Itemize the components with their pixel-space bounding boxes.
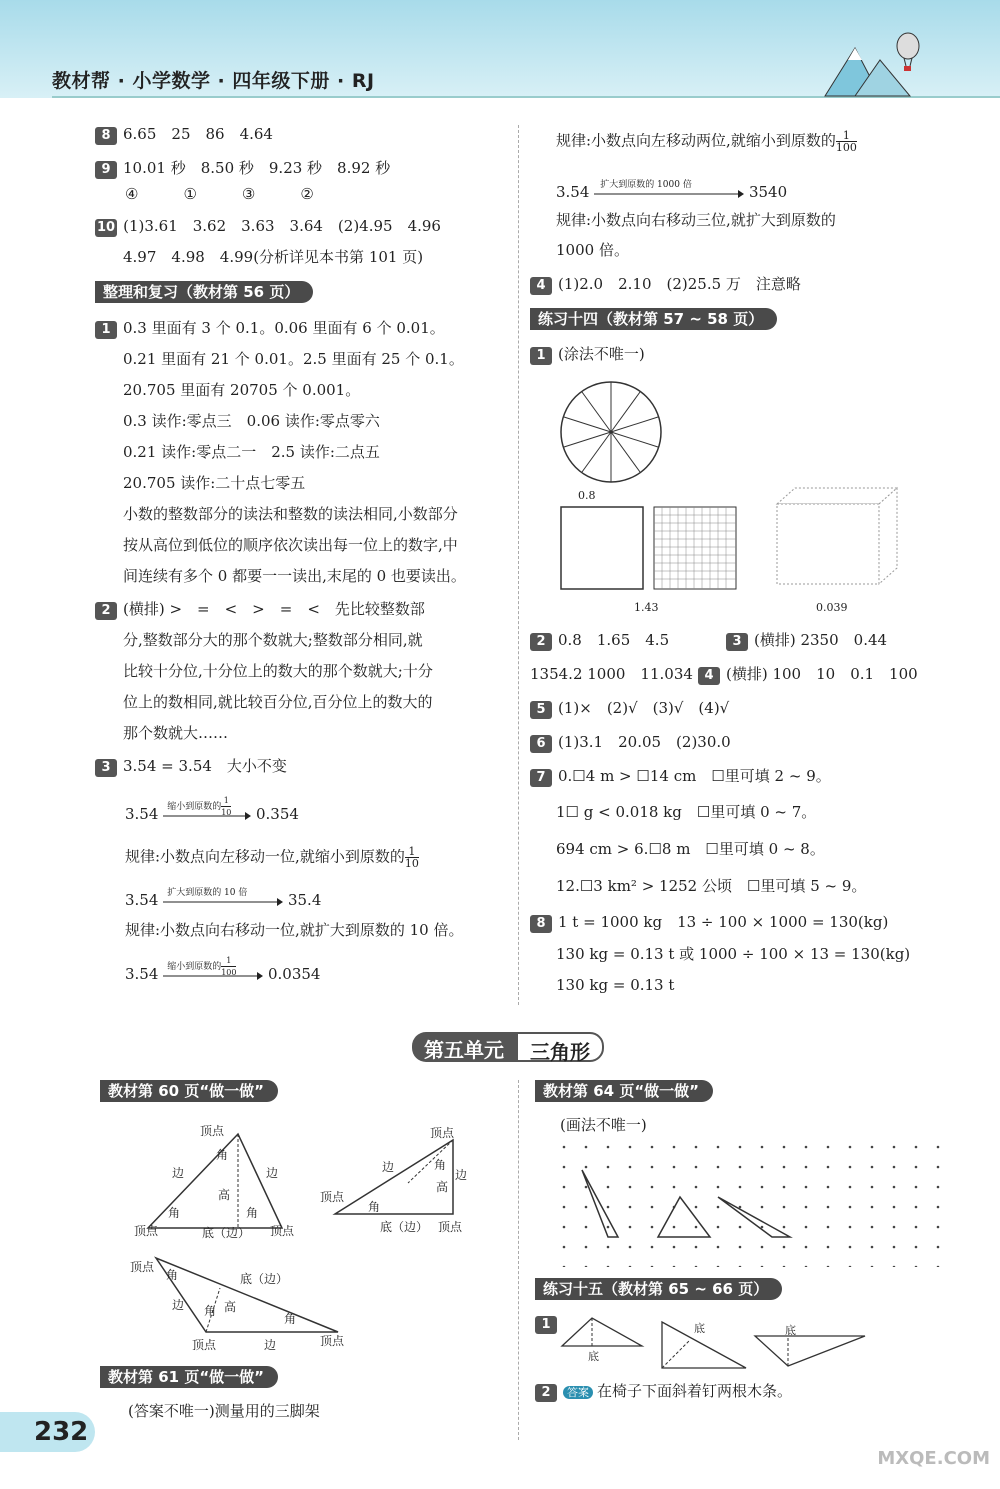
e3-answer: 3 (横排) 2350 0.44 — [726, 630, 887, 651]
s1q1-line1: 0.21 里面有 21 个 0.01。2.5 里面有 25 个 0.1。 — [123, 350, 464, 368]
s1q1-line3: 0.3 读作:零点三 0.06 读作:零点零六 — [123, 412, 380, 430]
e8-line2: 130 kg = 0.13 t 或 1000 ÷ 100 × 13 = 130(kg) — [556, 945, 911, 963]
s1q1-line0: 1 0.3 里面有 3 个 0.1。0.06 里面有 6 个 0.01。 — [95, 318, 445, 339]
section-exercise14: 练习十四（教材第 57 ~ 58 页） — [530, 308, 777, 330]
answer-p61: (答案不唯一)测量用的三脚架 — [128, 1402, 320, 1420]
s1q1-line8: 间连续有多个 0 都要一一读出,末尾的 0 也要读出。 — [123, 567, 466, 585]
e3-line2: 1354.2 1000 11.034 — [530, 665, 693, 683]
book-title: 教材帮 · 小学数学 · 四年级下册 · RJ — [52, 70, 375, 92]
watermark: MXQE.COM — [877, 1448, 990, 1469]
s1q2-line1: 分,整数部分大的那个数就大;整数部分相同,就 — [123, 631, 423, 649]
s1q1-line2: 20.705 里面有 20705 个 0.001。 — [123, 381, 361, 399]
page-number: 232 — [0, 1412, 95, 1452]
s1q1-line6: 小数的整数部分的读法和整数的读法相同,小数部分 — [123, 505, 458, 523]
pie-diagram-0.8 — [558, 379, 664, 485]
s1q2-line0: 2 (横排) > = < > = < 先比较整数部 — [95, 599, 425, 620]
s1q1-line7: 按从高位到低位的顺序依次读出每一位上的数字,中 — [123, 536, 458, 554]
s1q1-line4: 0.21 读作:零点二一 2.5 读作:二点五 — [123, 443, 380, 461]
e4-answer: 4 (横排) 100 10 0.1 100 — [698, 664, 918, 685]
e1-answer: 1 (涂法不唯一) — [530, 344, 645, 365]
s1q1-line5: 20.705 读作:二十点七零五 — [123, 474, 306, 492]
column-divider — [518, 125, 519, 1005]
unit-number: 第五单元 — [412, 1032, 516, 1062]
mountain-balloon-icon — [820, 30, 930, 100]
section-p61: 教材第 61 页“做一做” — [100, 1366, 278, 1388]
q9-answer: 9 10.01 秒 8.50 秒 9.23 秒 8.92 秒 — [95, 158, 390, 179]
rule-4-l1: 规律:小数点向右移动三位,就扩大到原数的 — [556, 211, 836, 229]
q4-answer: 4 (1)2.0 2.10 (2)25.5 万 注意略 — [530, 274, 801, 295]
exercise15-triangles — [560, 1312, 880, 1372]
rule-1: 规律:小数点向左移动一位,就缩小到原数的 $\frac{1}{10}$ — [125, 845, 419, 870]
e7-line1: 7 0.☐4 m > ☐14 cm ☐里可填 2 ~ 9。 — [530, 766, 831, 787]
q10-answer: 10 (1)3.61 3.62 3.63 3.64 (2)4.95 4.96 — [97, 217, 441, 235]
triangle-parts-diagram — [120, 1118, 500, 1358]
arrow-shrink-100: 3.54 缩小到原数的 $\frac{1}{100}$ 0.0354 — [125, 956, 321, 983]
dot-grid-triangles — [558, 1142, 953, 1267]
e6-answer: 6 (1)3.1 20.05 (2)30.0 — [530, 732, 731, 753]
s1q3-line1: 3 3.54 = 3.54 大小不变 — [95, 756, 287, 777]
e8-line3: 130 kg = 0.13 t — [556, 976, 675, 994]
section-exercise15: 练习十五（教材第 65 ~ 66 页） — [535, 1278, 782, 1300]
rule-3: 规律:小数点向左移动两位,就缩小到原数的 $\frac{1}{100}$ — [556, 129, 857, 154]
x2-answer: 2 答案 在椅子下面斜着钉两根木条。 — [535, 1380, 792, 1402]
grid-diagram-1.43 — [560, 506, 740, 592]
rule-2: 规律:小数点向右移动一位,就扩大到原数的 10 倍。 — [125, 921, 464, 939]
caption-1.43: 1.43 — [634, 601, 659, 614]
note-p64: (画法不唯一) — [560, 1116, 647, 1134]
arrow-enlarge-1000: 3.54 扩大到原数的 1000 倍 3540 — [556, 180, 788, 201]
unit-title — [412, 1032, 604, 1062]
e7-line4: 12.☐3 km² > 1252 公顷 ☐里可填 5 ~ 9。 — [556, 877, 867, 895]
s1q2-line3: 位上的数相同,就比较百分位,百分位上的数大的 — [123, 693, 433, 711]
answer-tag: 答案 — [563, 1386, 593, 1399]
q10-line2: 4.97 4.98 4.99(分析详见本书第 101 页) — [123, 248, 424, 266]
unit-name: 三角形 — [516, 1032, 604, 1062]
section-p64: 教材第 64 页“做一做” — [535, 1080, 713, 1102]
e2-answer: 2 0.8 1.65 4.5 — [530, 630, 669, 651]
q9-ranks: ④ ① ③ ② — [125, 185, 314, 203]
e7-line3: 694 cm > 6.☐8 m ☐里可填 0 ~ 8。 — [556, 840, 825, 858]
cube-diagram-0.039 — [775, 486, 905, 586]
caption-0.039: 0.039 — [816, 601, 848, 614]
section-p60: 教材第 60 页“做一做” — [100, 1080, 278, 1102]
e8-line1: 8 1 t = 1000 kg 13 ÷ 100 × 1000 = 130(kg) — [530, 912, 888, 933]
s1q2-line2: 比较十分位,十分位上的数大的那个数就大;十分 — [123, 662, 433, 680]
arrow-enlarge-10: 3.54 扩大到原数的 10 倍 35.4 — [125, 888, 322, 909]
arrow-shrink-10: 3.54 缩小到原数的 $\frac{1}{10}$ 0.354 — [125, 796, 299, 823]
x1-num: 1 — [535, 1314, 563, 1334]
e5-answer: 5 (1)× (2)√ (3)√ (4)√ — [530, 698, 729, 719]
rule-4-l2: 1000 倍。 — [556, 241, 629, 259]
caption-0.8: 0.8 — [578, 489, 596, 502]
e7-line2: 1☐ g < 0.018 kg ☐里可填 0 ~ 7。 — [556, 803, 817, 821]
column-divider-bottom — [518, 1080, 519, 1440]
section-review: 整理和复习（教材第 56 页） — [95, 281, 313, 303]
s1q2-line4: 那个数就大…… — [123, 724, 229, 742]
q8-answer: 8 6.65 25 86 4.64 — [95, 124, 273, 145]
